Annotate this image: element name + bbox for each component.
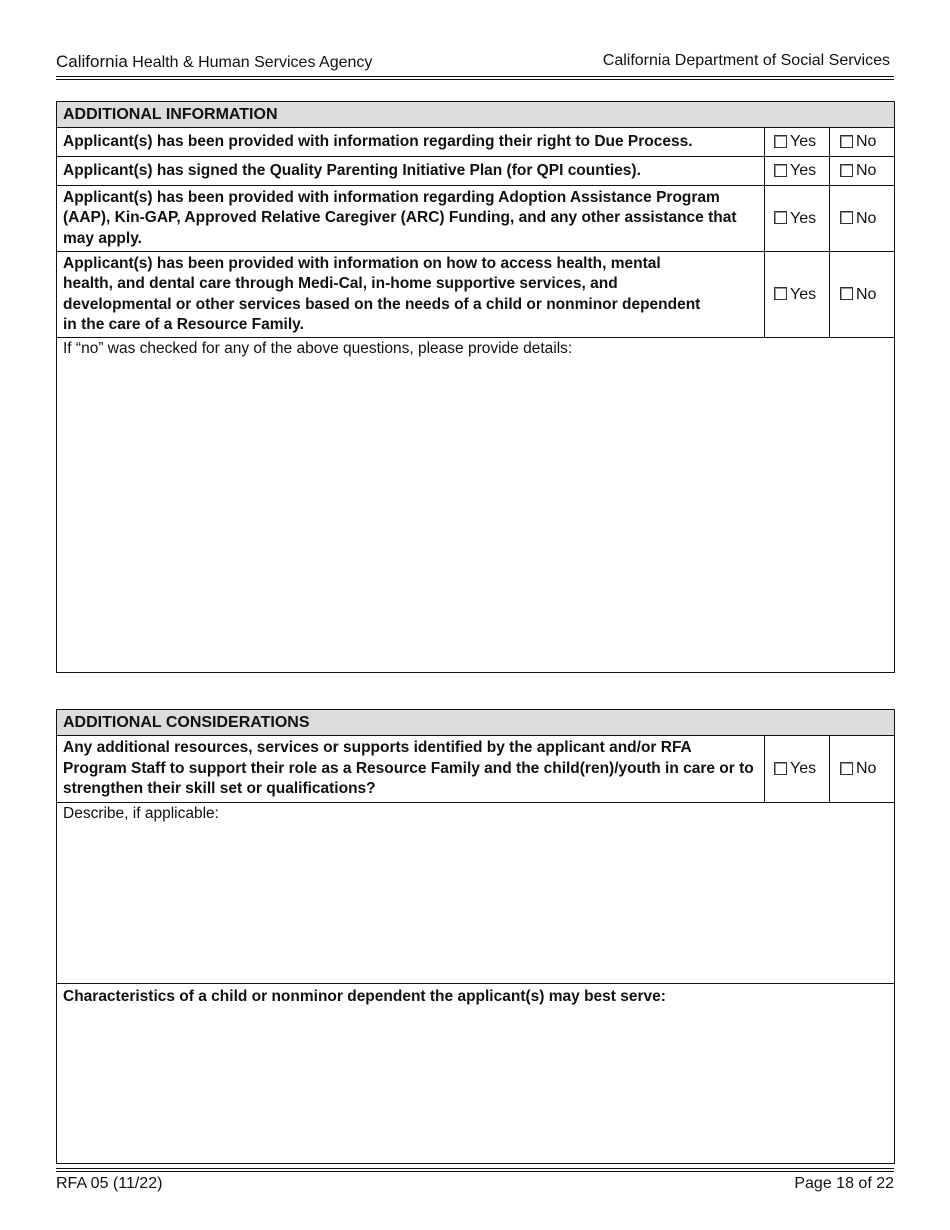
- characteristics-label: Characteristics of a child or nonminor dependent the applicant(s) may best serve:: [63, 988, 666, 1005]
- question-row: [57, 157, 894, 186]
- section-title: ADDITIONAL INFORMATION: [57, 102, 894, 128]
- header-rule: [56, 76, 894, 77]
- yes-option[interactable]: [765, 736, 830, 802]
- form-id: RFA 05 (11/22): [56, 1175, 163, 1192]
- question-text: Applicant(s) has been provided with information on how to access health, mental health, and dental care through Medi-Cal, in-home supportive services, and developmental or other services based on the needs of a child or nonminor dependent in the care of a Resource Family.: [57, 252, 765, 337]
- yes-label: Yes: [790, 133, 817, 150]
- yes-label: Yes: [790, 162, 817, 179]
- yes-label: Yes: [790, 760, 817, 777]
- yes-label: Yes: [790, 285, 817, 303]
- additional-considerations-section: [56, 709, 895, 1164]
- no-label: No: [856, 760, 877, 777]
- agency-name-rest: Health & Human Services Agency: [132, 54, 373, 71]
- yes-checkbox[interactable]: [774, 211, 787, 224]
- no-option[interactable]: [830, 157, 894, 185]
- question-row: [57, 736, 894, 803]
- no-checkbox[interactable]: [840, 211, 853, 224]
- characteristics-textarea[interactable]: [57, 984, 894, 1008]
- no-checkbox[interactable]: [840, 287, 853, 300]
- agency-name: [56, 52, 372, 72]
- yes-checkbox[interactable]: [774, 287, 787, 300]
- yes-checkbox[interactable]: [774, 164, 787, 177]
- no-checkbox[interactable]: [840, 135, 853, 148]
- page-number: Page 18 of 22: [794, 1175, 894, 1192]
- no-label: No: [856, 133, 877, 150]
- no-option[interactable]: [830, 736, 894, 802]
- no-label: No: [856, 209, 877, 227]
- yes-option[interactable]: [765, 186, 830, 251]
- question-text: Applicant(s) has been provided with information regarding Adoption Assistance Program (AAP), Kin-GAP, Approved Relative Caregiver (ARC) Funding, and any other assistance that may apply.: [57, 186, 765, 251]
- section-title: ADDITIONAL CONSIDERATIONS: [57, 710, 894, 736]
- footer-rule: [56, 1171, 894, 1172]
- no-checkbox[interactable]: [840, 762, 853, 775]
- additional-information-section: [56, 101, 895, 673]
- no-option[interactable]: [830, 128, 894, 156]
- header-rule: [56, 79, 894, 80]
- details-textarea[interactable]: [57, 338, 894, 672]
- yes-option[interactable]: [765, 128, 830, 156]
- question-row: [57, 128, 894, 157]
- no-option[interactable]: [830, 186, 894, 251]
- question-text: Applicant(s) has signed the Quality Parenting Initiative Plan (for QPI counties).: [57, 157, 765, 185]
- describe-textarea[interactable]: [57, 803, 894, 984]
- yes-option[interactable]: [765, 252, 830, 337]
- question-text: Any additional resources, services or supports identified by the applicant and/or RFA Program Staff to support their role as a Resource Family and the child(ren)/youth in care or to strengthen their skill set or qualifications?: [57, 736, 765, 802]
- department-name: California Department of Social Services: [602, 52, 890, 69]
- describe-label: Describe, if applicable:: [63, 805, 219, 822]
- agency-name-state: California: [56, 52, 128, 71]
- no-label: No: [856, 285, 877, 303]
- no-option[interactable]: [830, 252, 894, 337]
- question-text: Applicant(s) has been provided with information regarding their right to Due Process.: [57, 128, 765, 156]
- no-label: No: [856, 162, 877, 179]
- details-label: If “no” was checked for any of the above questions, please provide details:: [63, 340, 573, 357]
- yes-label: Yes: [790, 209, 817, 227]
- yes-checkbox[interactable]: [774, 762, 787, 775]
- question-row: [57, 252, 894, 338]
- no-checkbox[interactable]: [840, 164, 853, 177]
- yes-option[interactable]: [765, 157, 830, 185]
- question-row: [57, 186, 894, 252]
- yes-checkbox[interactable]: [774, 135, 787, 148]
- footer-rule: [56, 1168, 894, 1169]
